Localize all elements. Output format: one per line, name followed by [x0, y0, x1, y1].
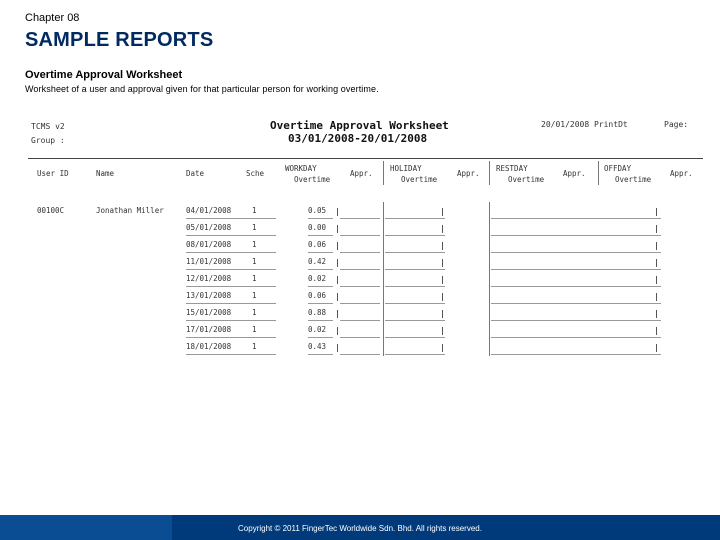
header-divider: [598, 161, 599, 185]
row-workday-overtime: 0.02: [308, 274, 327, 283]
row-underline: [385, 320, 445, 321]
body-divider: [383, 202, 384, 356]
page-title: SAMPLE REPORTS: [25, 29, 214, 51]
row-underline: [491, 303, 661, 304]
row-sche: 1: [252, 223, 257, 232]
row-appr-mark: [442, 310, 445, 318]
report-page-label: Page:: [664, 120, 689, 129]
row-underline: [491, 337, 661, 338]
row-appr-mark: [656, 225, 659, 233]
row-appr-mark: [337, 225, 340, 233]
row-underline: [491, 269, 661, 270]
row-appr-mark: [656, 276, 659, 284]
col-user-id: User ID: [37, 169, 69, 178]
row-sche: 1: [252, 291, 257, 300]
row-underline: [186, 286, 276, 287]
row-appr-mark: [656, 208, 659, 216]
row-appr-mark: [337, 208, 340, 216]
row-underline: [340, 303, 380, 304]
row-date: 05/01/2008: [186, 223, 232, 232]
row-date: 18/01/2008: [186, 342, 232, 351]
row-underline: [308, 354, 333, 355]
user-id-cell: 00100C: [37, 206, 65, 215]
row-appr-mark: [337, 293, 340, 301]
row-underline: [340, 269, 380, 270]
col-sche: Sche: [246, 169, 265, 178]
row-date: 15/01/2008: [186, 308, 232, 317]
row-appr-mark: [442, 293, 445, 301]
col-restday-a: RESTDAY: [496, 164, 528, 173]
row-appr-mark: [337, 344, 340, 352]
row-underline: [340, 218, 380, 219]
report-title: Overtime Approval Worksheet: [270, 119, 449, 132]
row-underline: [186, 337, 276, 338]
row-underline: [385, 252, 445, 253]
row-workday-overtime: 0.05: [308, 206, 327, 215]
row-date: 08/01/2008: [186, 240, 232, 249]
row-sche: 1: [252, 240, 257, 249]
row-underline: [186, 354, 276, 355]
row-appr-mark: [656, 242, 659, 250]
row-appr-mark: [656, 310, 659, 318]
row-underline: [491, 286, 661, 287]
report-print-date: 20/01/2008 PrintDt: [541, 120, 628, 129]
row-underline: [308, 269, 333, 270]
header-divider: [383, 161, 384, 185]
row-workday-overtime: 0.02: [308, 325, 327, 334]
row-date: 13/01/2008: [186, 291, 232, 300]
row-sche: 1: [252, 342, 257, 351]
row-appr-mark: [337, 327, 340, 335]
row-workday-overtime: 0.06: [308, 291, 327, 300]
row-underline: [308, 252, 333, 253]
row-underline: [186, 218, 276, 219]
col-workday-appr: Appr.: [350, 169, 373, 178]
user-name-cell: Jonathan Miller: [96, 206, 164, 215]
header-divider: [489, 161, 490, 185]
section-title: Overtime Approval Worksheet: [25, 69, 183, 81]
row-underline: [491, 354, 661, 355]
footer-bar: [0, 515, 720, 540]
row-appr-mark: [442, 327, 445, 335]
row-underline: [385, 354, 445, 355]
col-offday-b: Overtime: [615, 175, 652, 184]
row-underline: [340, 320, 380, 321]
row-underline: [491, 320, 661, 321]
report-scan: [28, 116, 703, 361]
row-underline: [340, 286, 380, 287]
row-underline: [308, 218, 333, 219]
row-appr-mark: [337, 276, 340, 284]
row-underline: [186, 235, 276, 236]
row-date: 11/01/2008: [186, 257, 232, 266]
row-underline: [491, 218, 661, 219]
row-underline: [385, 235, 445, 236]
col-workday-b: Overtime: [294, 175, 331, 184]
row-underline: [308, 286, 333, 287]
row-underline: [385, 286, 445, 287]
row-underline: [186, 269, 276, 270]
col-offday-appr: Appr.: [670, 169, 693, 178]
col-restday-b: Overtime: [508, 175, 545, 184]
row-workday-overtime: 0.00: [308, 223, 327, 232]
row-underline: [340, 354, 380, 355]
row-sche: 1: [252, 325, 257, 334]
col-holiday-a: HOLIDAY: [390, 164, 422, 173]
report-group-label: Group :: [31, 136, 65, 145]
row-underline: [186, 252, 276, 253]
row-date: 12/01/2008: [186, 274, 232, 283]
row-underline: [340, 337, 380, 338]
row-appr-mark: [656, 259, 659, 267]
row-appr-mark: [656, 344, 659, 352]
row-underline: [491, 252, 661, 253]
col-workday-a: WORKDAY: [285, 164, 317, 173]
col-date: Date: [186, 169, 205, 178]
row-appr-mark: [337, 242, 340, 250]
row-appr-mark: [337, 259, 340, 267]
row-underline: [491, 235, 661, 236]
report-system: TCMS v2: [31, 122, 65, 131]
report-date-range: 03/01/2008-20/01/2008: [288, 132, 428, 145]
col-holiday-b: Overtime: [401, 175, 438, 184]
row-appr-mark: [656, 327, 659, 335]
row-appr-mark: [442, 208, 445, 216]
footer-copyright: Copyright © 2011 FingerTec Worldwide Sdn. Bhd. All rights reserved.: [238, 524, 482, 533]
row-date: 04/01/2008: [186, 206, 232, 215]
row-underline: [340, 235, 380, 236]
row-underline: [340, 252, 380, 253]
body-divider: [489, 202, 490, 356]
row-sche: 1: [252, 257, 257, 266]
row-appr-mark: [442, 276, 445, 284]
row-underline: [385, 269, 445, 270]
row-underline: [385, 303, 445, 304]
header-top-rule: [28, 158, 703, 159]
row-underline: [186, 320, 276, 321]
row-underline: [308, 320, 333, 321]
row-sche: 1: [252, 308, 257, 317]
row-date: 17/01/2008: [186, 325, 232, 334]
row-workday-overtime: 0.06: [308, 240, 327, 249]
row-appr-mark: [442, 242, 445, 250]
col-restday-appr: Appr.: [563, 169, 586, 178]
row-sche: 1: [252, 274, 257, 283]
row-underline: [385, 337, 445, 338]
col-name: Name: [96, 169, 115, 178]
section-description: Worksheet of a user and approval given for that particular person for working overtime.: [25, 84, 379, 94]
chapter-label: Chapter 08: [25, 12, 80, 24]
row-underline: [308, 337, 333, 338]
row-sche: 1: [252, 206, 257, 215]
row-underline: [385, 218, 445, 219]
row-underline: [308, 235, 333, 236]
col-holiday-appr: Appr.: [457, 169, 480, 178]
row-appr-mark: [656, 293, 659, 301]
row-appr-mark: [442, 259, 445, 267]
row-underline: [308, 303, 333, 304]
row-appr-mark: [337, 310, 340, 318]
row-workday-overtime: 0.42: [308, 257, 327, 266]
row-workday-overtime: 0.88: [308, 308, 327, 317]
row-workday-overtime: 0.43: [308, 342, 327, 351]
row-appr-mark: [442, 344, 445, 352]
row-underline: [186, 303, 276, 304]
row-appr-mark: [442, 225, 445, 233]
col-offday-a: OFFDAY: [604, 164, 632, 173]
